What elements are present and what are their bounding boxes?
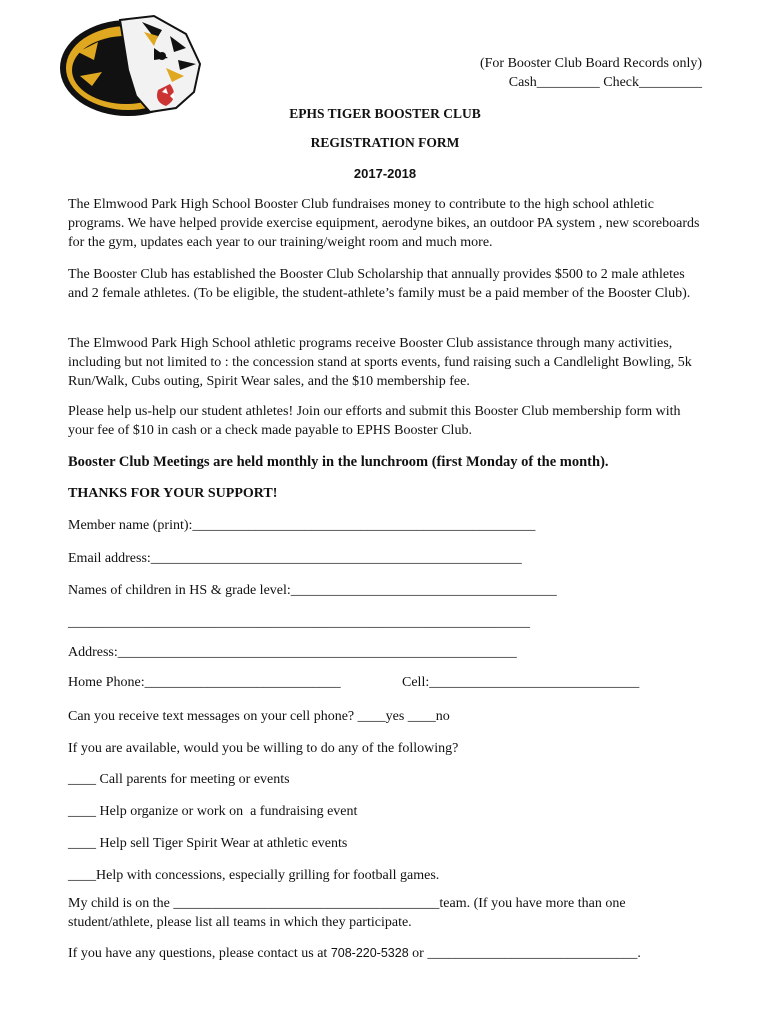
volunteer-option-fundraising[interactable]: ____ Help organize or work on a fundraising event <box>68 804 358 819</box>
children-field-line-2[interactable]: __________________________________________________________________ <box>68 615 530 630</box>
cell-phone-field[interactable]: Cell:______________________________ <box>402 675 640 690</box>
meetings-note: Booster Club Meetings are held monthly in the lunchroom (first Monday of the month). <box>68 454 609 470</box>
intro-paragraph-4: Please help us-help our student athletes! Join our efforts and submit this Booster Club membership form with your fee of $10 in cash or a check made payable to EPHS Booster Club. <box>68 404 681 438</box>
home-phone-field[interactable]: Home Phone:____________________________ <box>68 675 341 690</box>
contact-suffix[interactable]: or ______________________________. <box>408 946 641 961</box>
volunteer-option-concessions[interactable]: ____Help with concessions, especially grilling for football games. <box>68 868 440 883</box>
cash-check-fields[interactable]: Cash_________ Check_________ <box>508 75 702 90</box>
team-field[interactable]: My child is on the ______________________________________team. (If you have more than one student/athlete, please list all teams in which they participate. <box>68 896 626 930</box>
text-messages-question[interactable]: Can you receive text messages on your cell phone? ____yes ____no <box>68 709 450 724</box>
thanks-note: THANKS FOR YOUR SUPPORT! <box>68 486 278 501</box>
member-name-field[interactable]: Member name (print):_________________________________________________ <box>68 518 536 533</box>
children-field[interactable]: Names of children in HS & grade level:______________________________________ <box>68 583 557 598</box>
contact-line <box>68 944 708 963</box>
club-title: EPHS TIGER BOOSTER CLUB <box>289 106 481 121</box>
contact-prefix: If you have any questions, please contact us at <box>68 946 331 961</box>
volunteer-option-spirit-wear[interactable]: ____ Help sell Tiger Spirit Wear at athletic events <box>68 836 348 851</box>
records-note: (For Booster Club Board Records only) <box>479 56 702 71</box>
address-field[interactable]: Address:_________________________________________________________ <box>68 645 517 660</box>
intro-paragraph-1: The Elmwood Park High School Booster Club fundraises money to contribute to the high school athletic programs. We have helped provide exercise equipment, aerodyne bikes, an outdoor PA system , new scoreboards for the gym, updates each year to our training/weight room and much more. <box>68 197 700 250</box>
intro-paragraph-2: The Booster Club has established the Booster Club Scholarship that annually provides $500 to 2 male athletes and 2 female athletes. (To be eligible, the student-athlete’s family must be a paid member of the Booster Club). <box>68 267 691 301</box>
tiger-mascot-logo <box>58 12 206 120</box>
volunteer-option-call-parents[interactable]: ____ Call parents for meeting or events <box>68 772 290 787</box>
contact-phone: 708-220-5328 <box>330 946 409 960</box>
volunteer-prompt: If you are available, would you be willing to do any of the following? <box>68 741 459 756</box>
email-field[interactable]: Email address:_____________________________________________________ <box>68 551 522 566</box>
form-year: 2017-2018 <box>353 166 417 181</box>
board-records-box <box>480 54 702 92</box>
intro-paragraph-3: The Elmwood Park High School athletic programs receive Booster Club assistance through many activities, including but not limited to : the concession stand at sports events, fund raising such a Candlelight Bowling, 5k Run/Walk, Cubs outing, Spirit Wear sales, and the $10 membership fee. <box>68 336 692 389</box>
form-title: REGISTRATION FORM <box>310 135 460 150</box>
